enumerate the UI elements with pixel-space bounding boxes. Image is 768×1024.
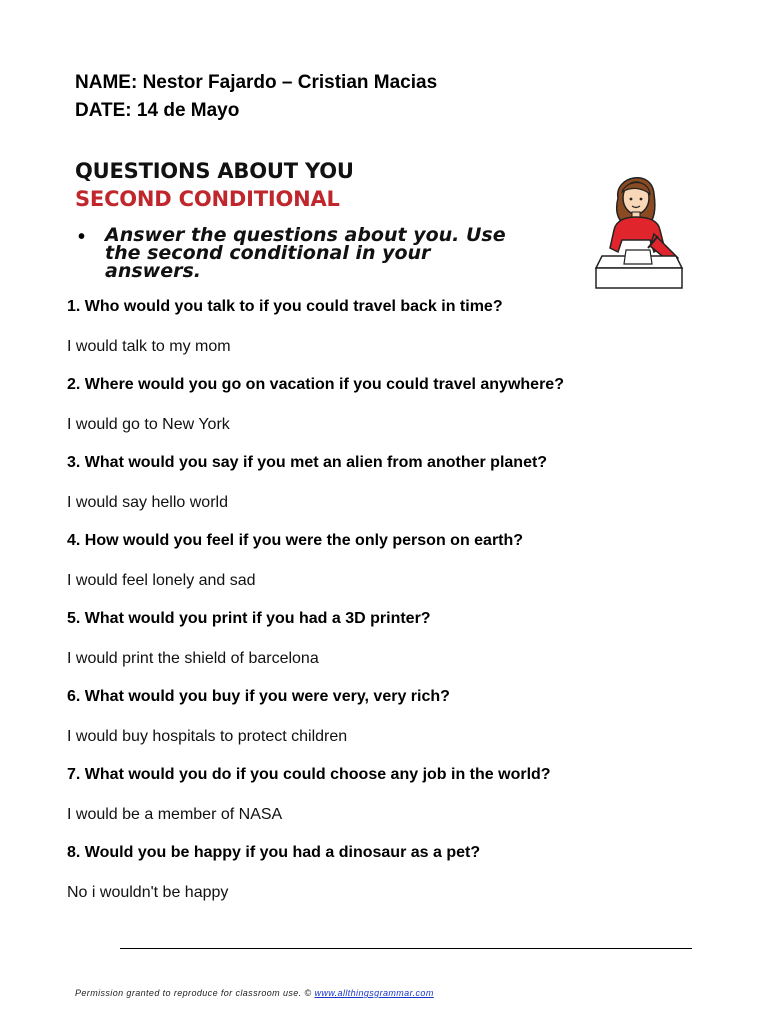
page-title: QUESTIONS ABOUT YOU [75, 159, 354, 183]
girl-writing-at-desk-icon [592, 168, 684, 290]
question-7: 7. What would you do if you could choose any job in the world? [67, 766, 551, 783]
answer-1: I would talk to my mom [67, 338, 231, 355]
footer-text: Permission granted to reproduce for classroom use. © [75, 988, 312, 998]
answer-4: I would feel lonely and sad [67, 572, 256, 589]
date-value: 14 de Mayo [136, 100, 240, 121]
page-subtitle: SECOND CONDITIONAL [75, 187, 340, 211]
question-8: 8. Would you be happy if you had a dinosaur as a pet? [67, 844, 481, 861]
footer-link[interactable]: www.allthingsgrammar.com [314, 988, 434, 998]
question-6: 6. What would you buy if you were very, very rich? [67, 688, 450, 705]
answer-6: I would buy hospitals to protect children [67, 728, 348, 745]
question-2: 2. Where would you go on vacation if you could travel anywhere? [67, 376, 564, 393]
date-label: DATE: [75, 100, 132, 121]
name-value: Nestor Fajardo – Cristian Macias [142, 72, 438, 93]
question-3: 3. What would you say if you met an alien from another planet? [67, 454, 548, 471]
answer-7: I would be a member of NASA [67, 806, 283, 823]
answer-3: I would say hello world [67, 494, 228, 511]
name-label: NAME: [75, 72, 138, 93]
answer-8: No i wouldn't be happy [67, 884, 229, 901]
instruction-bullet: • [78, 226, 86, 248]
question-1: 1. Who would you talk to if you could travel back in time? [67, 298, 503, 315]
name-line [75, 72, 437, 94]
date-line [75, 100, 239, 122]
question-5: 5. What would you print if you had a 3D printer? [67, 610, 431, 627]
footer [75, 988, 434, 998]
question-4: 4. How would you feel if you were the only person on earth? [67, 532, 524, 549]
answer-5: I would print the shield of barcelona [67, 650, 319, 667]
instruction-text: Answer the questions about you. Use the second conditional in your answers. [105, 224, 506, 282]
answer-2: I would go to New York [67, 416, 230, 433]
footer-divider [120, 948, 692, 949]
